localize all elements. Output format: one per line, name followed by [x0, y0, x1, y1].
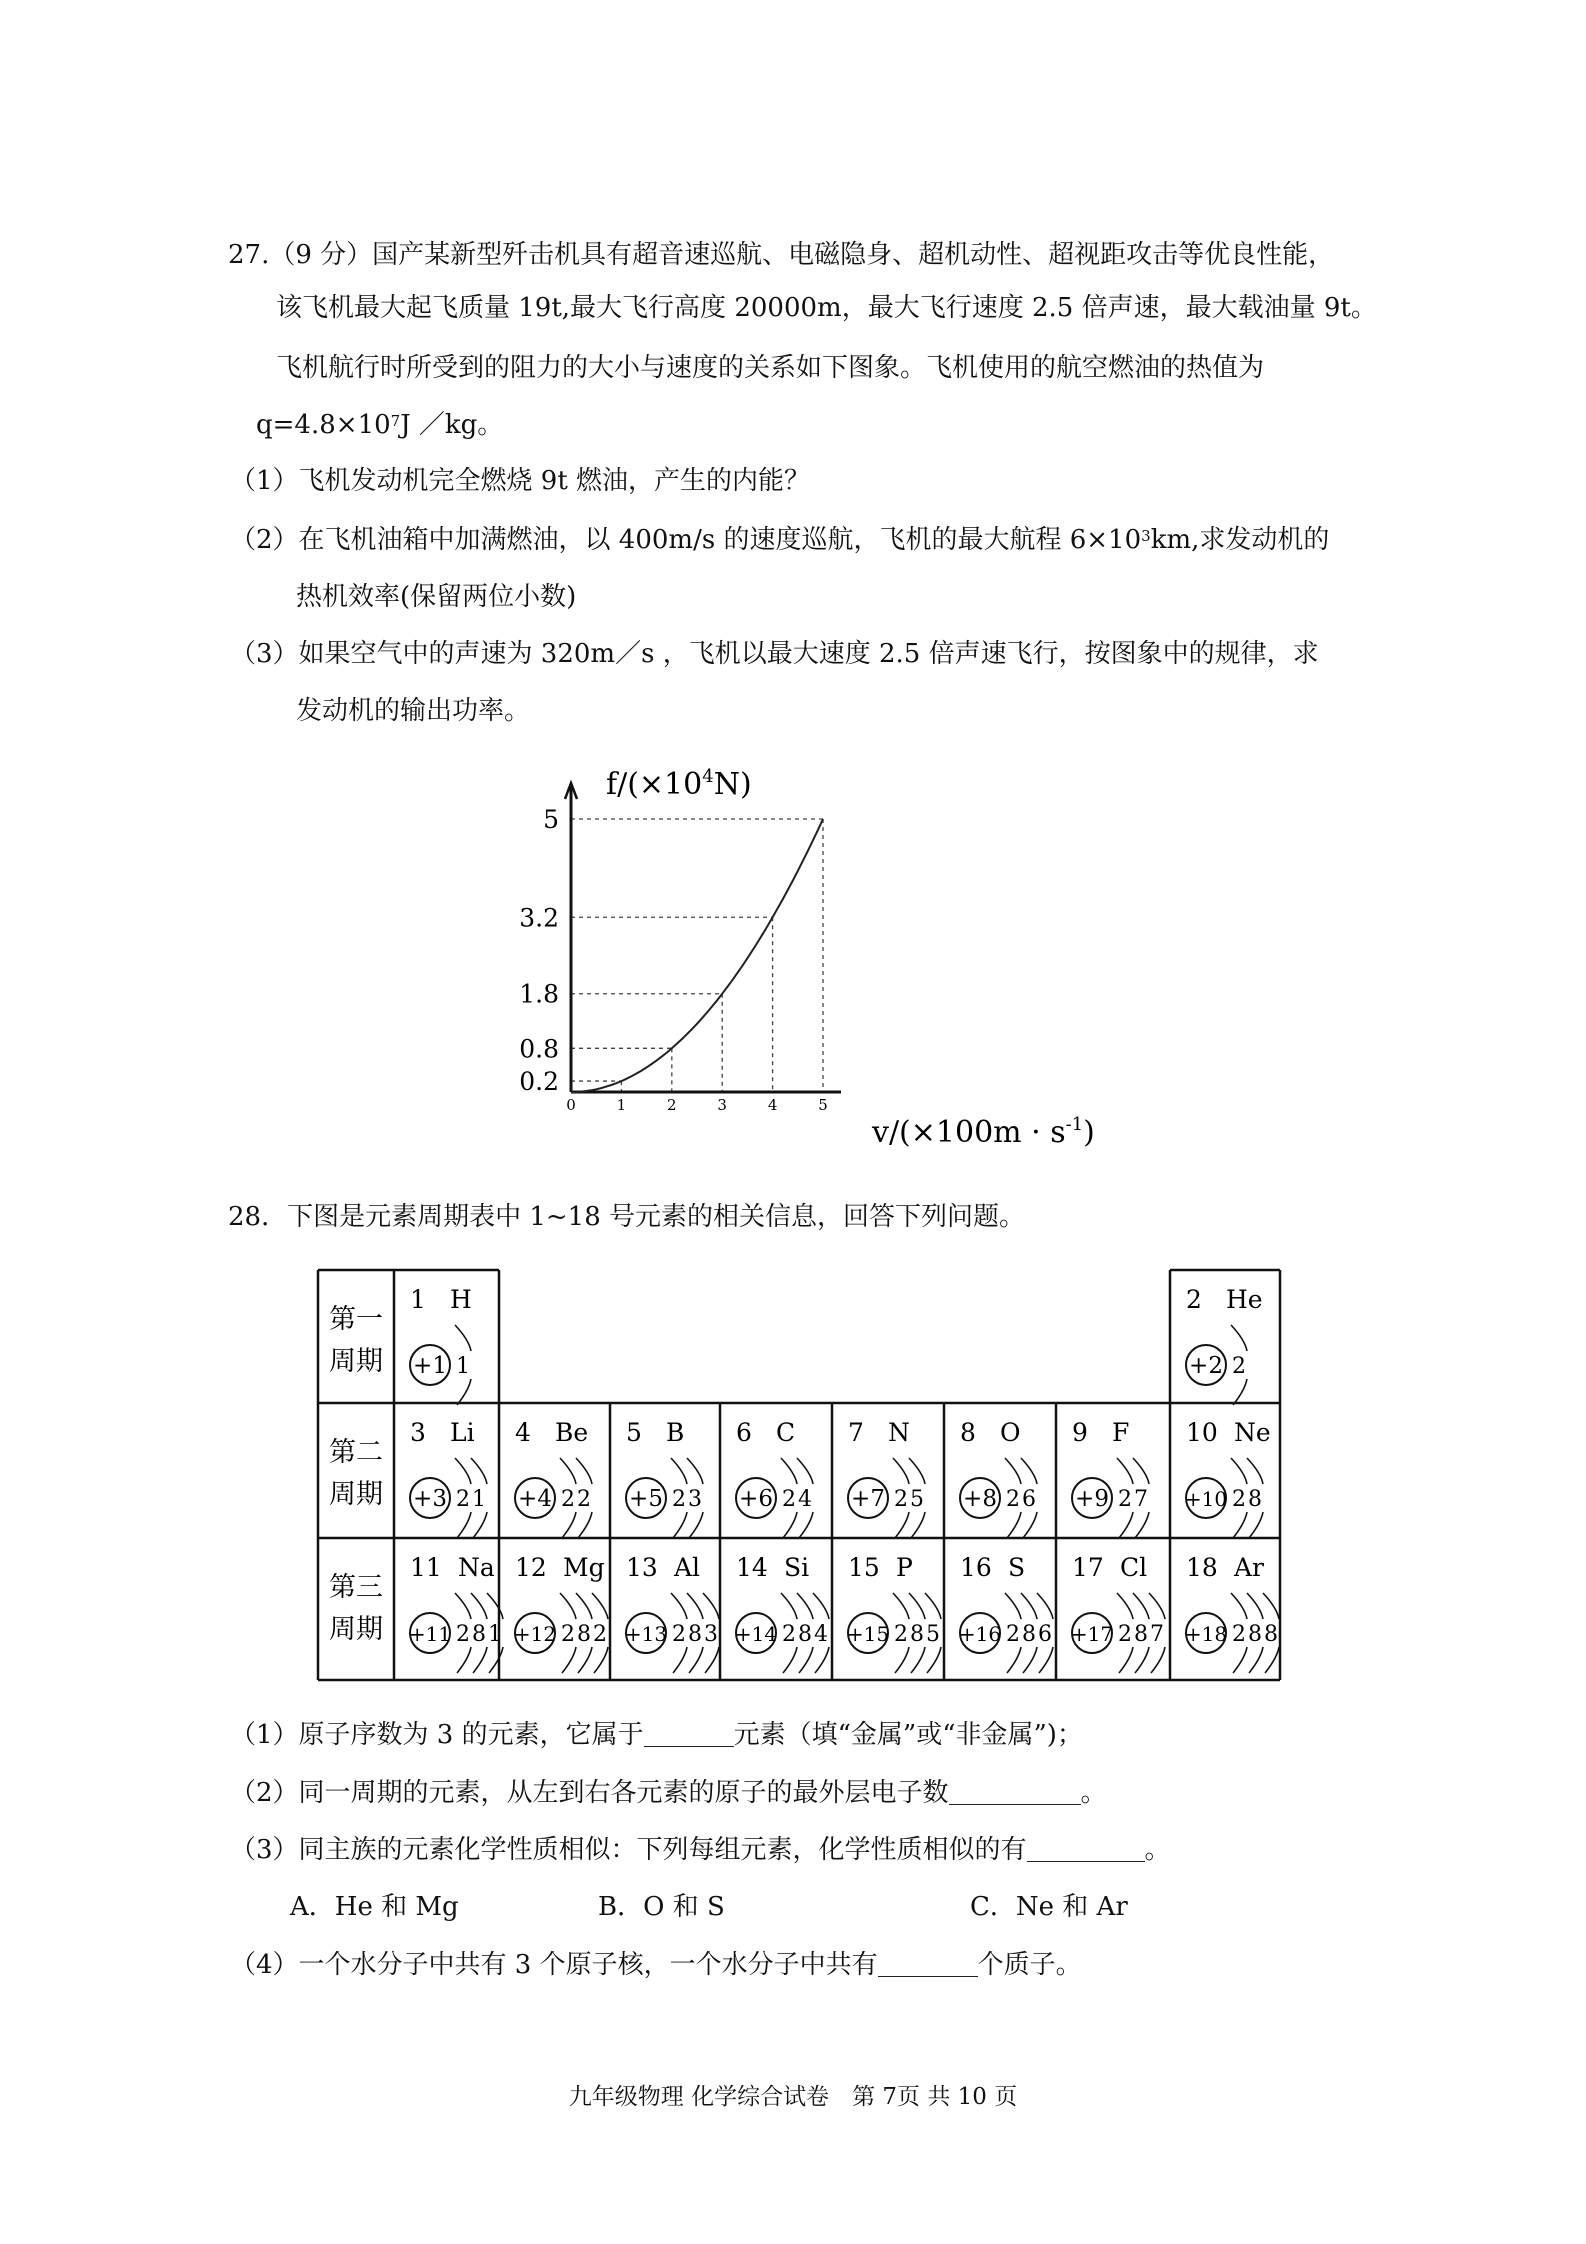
nucleus-charge: +17: [1070, 1622, 1114, 1646]
shell-arc-top: [471, 1458, 487, 1484]
shell-electrons: 4: [814, 1622, 828, 1647]
q27-header: 27.（9 分）国产某新型歼击机具有超音速巡航、电磁隐身、超机动性、超视距攻击等优良性能，: [228, 240, 1335, 270]
shell-electrons: 2: [894, 1622, 908, 1647]
shell-electrons: 2: [782, 1487, 796, 1512]
shell-arc-top: [576, 1458, 592, 1484]
period-label-2: 第二: [329, 1437, 383, 1468]
period-label-2-b: 周期: [329, 1479, 383, 1510]
shell-arc-bottom: [911, 1512, 925, 1538]
shell-arc-top: [1021, 1593, 1037, 1619]
element-number: 3: [410, 1418, 426, 1447]
shell-arc-top: [1117, 1458, 1133, 1484]
shell-arc-top: [1037, 1593, 1053, 1619]
element-number: 7: [848, 1418, 864, 1447]
element-number: 11: [410, 1553, 442, 1582]
shell-arc-top: [909, 1458, 925, 1484]
shell-electrons: 2: [1118, 1622, 1132, 1647]
shell-arc-bottom: [562, 1647, 576, 1673]
option-b: B．O 和 S: [598, 1892, 725, 1922]
shell-electrons: 8: [472, 1622, 486, 1647]
element-number: 4: [515, 1418, 531, 1447]
shell-electrons: 7: [1150, 1622, 1164, 1647]
x-tick-5: 5: [818, 1096, 828, 1114]
shell-electrons: 1: [488, 1622, 502, 1647]
element-symbol: P: [896, 1553, 913, 1582]
shell-electrons: 6: [1022, 1487, 1036, 1512]
shell-arc-bottom: [1135, 1512, 1149, 1538]
shell-arc-top: [1005, 1593, 1021, 1619]
q3-tail: 。: [1144, 1835, 1171, 1865]
shell-electrons: 1: [456, 1354, 470, 1379]
period-label-1: 第一: [329, 1304, 383, 1335]
element-cell-p: [847, 1553, 941, 1673]
shell-electrons: 2: [1006, 1487, 1020, 1512]
nucleus-charge: +8: [963, 1486, 997, 1512]
shell-arc-top: [471, 1593, 487, 1619]
element-cell-n: [848, 1418, 925, 1538]
nucleus-charge: +11: [408, 1622, 452, 1646]
element-cell-al: [625, 1553, 719, 1673]
shell-arc-bottom: [1119, 1512, 1133, 1538]
element-cell-be: [515, 1418, 592, 1538]
element-symbol: Li: [450, 1418, 475, 1447]
option-a: A．He 和 Mg: [290, 1892, 459, 1922]
y-tick-5: 5: [543, 805, 559, 834]
q28-q1: [230, 1718, 1083, 1752]
q28-q2: [230, 1776, 1107, 1810]
element-cell-li: [410, 1418, 487, 1538]
shell-electrons: 7: [1134, 1487, 1148, 1512]
element-cell-cl: [1071, 1553, 1165, 1673]
x-tick-3: 3: [717, 1096, 727, 1114]
shell-arc-bottom: [562, 1512, 576, 1538]
shell-electrons: 2: [456, 1622, 470, 1647]
option-c: C．Ne 和 Ar: [970, 1892, 1128, 1922]
shell-arc-bottom: [783, 1512, 797, 1538]
chart-ylabel: $f/(\times 10^4N)$: [606, 766, 752, 802]
q4-tail: 个质子。: [977, 1950, 1082, 1980]
q27-sub2-exp: 3: [1141, 527, 1151, 545]
shell-arc-bottom: [815, 1647, 829, 1673]
q27-heat-exp: 7: [390, 412, 401, 430]
period-label-1-b: 周期: [329, 1346, 383, 1377]
shell-electrons: 5: [926, 1622, 940, 1647]
shell-electrons: 6: [1038, 1622, 1052, 1647]
nucleus-charge: +1: [413, 1353, 447, 1379]
nucleus-charge: +2: [1189, 1353, 1223, 1379]
period-label-3: 第三: [329, 1572, 383, 1603]
shell-arc-top: [576, 1593, 592, 1619]
element-symbol: B: [666, 1418, 685, 1447]
shell-arc-bottom: [783, 1647, 797, 1673]
q3-answer-blank[interactable]: [1027, 1835, 1145, 1862]
element-symbol: Ar: [1234, 1553, 1265, 1582]
element-symbol: Si: [784, 1553, 810, 1582]
nucleus-charge: +6: [739, 1486, 773, 1512]
shell-electrons: 8: [910, 1622, 924, 1647]
shell-electrons: 8: [577, 1622, 591, 1647]
shell-arc-bottom: [1249, 1647, 1263, 1673]
nucleus-charge: +7: [851, 1486, 885, 1512]
shell-arc-bottom: [1233, 1512, 1247, 1538]
shell-arc-top: [813, 1593, 829, 1619]
q27-sub2-text: （2）在飞机油箱中加满燃油，以 400m/s 的速度巡航，飞机的最大航程 6×10: [230, 525, 1142, 555]
element-cell-na: [409, 1553, 503, 1673]
q1-tail: 元素（填“金属”或“非金属”)；: [733, 1720, 1083, 1750]
nucleus-charge: +10: [1184, 1487, 1228, 1511]
shell-electrons: 2: [577, 1487, 591, 1512]
element-cell-s: [959, 1553, 1053, 1673]
element-cell-si: [735, 1553, 829, 1673]
element-symbol: N: [888, 1418, 910, 1447]
shell-arc-top: [1231, 1458, 1247, 1484]
shell-arc-bottom: [473, 1647, 487, 1673]
shell-arc-bottom: [578, 1512, 592, 1538]
shell-electrons: 5: [910, 1487, 924, 1512]
element-number: 16: [960, 1553, 992, 1582]
shell-arc-top: [687, 1458, 703, 1484]
q4-answer-blank[interactable]: [878, 1950, 978, 1977]
element-number: 5: [626, 1418, 642, 1447]
x-tick-1: 1: [616, 1096, 627, 1114]
q1-text: （1）原子序数为 3 的元素，它属于: [230, 1720, 644, 1750]
shell-arc-top: [687, 1593, 703, 1619]
shell-electrons: 8: [1134, 1622, 1148, 1647]
shell-arc-bottom: [1233, 1379, 1247, 1405]
q2-tail: 。: [1080, 1778, 1107, 1808]
shell-arc-bottom: [457, 1512, 471, 1538]
y-tick-0.8: 0.8: [519, 1034, 559, 1064]
nucleus-charge: +9: [1075, 1486, 1109, 1512]
element-symbol: S: [1008, 1553, 1026, 1582]
shell-arc-top: [671, 1593, 687, 1619]
shell-arc-top: [893, 1593, 909, 1619]
shell-electrons: 8: [1264, 1622, 1278, 1647]
shell-arc-top: [1247, 1458, 1263, 1484]
shell-electrons: 2: [1232, 1354, 1246, 1379]
element-cell-mg: [514, 1553, 608, 1673]
q27-sub3b: 发动机的输出功率。: [296, 696, 531, 726]
shell-arc-top: [487, 1593, 503, 1619]
shell-arc-bottom: [1265, 1647, 1279, 1673]
shell-electrons: 2: [672, 1487, 686, 1512]
nucleus-charge: +12: [513, 1622, 557, 1646]
shell-arc-bottom: [1135, 1647, 1149, 1673]
shell-electrons: 2: [894, 1487, 908, 1512]
element-cell-o: [960, 1418, 1037, 1538]
element-number: 15: [848, 1553, 880, 1582]
shell-arc-top: [1247, 1593, 1263, 1619]
shell-electrons: 8: [1248, 1622, 1262, 1647]
shell-arc-bottom: [799, 1647, 813, 1673]
shell-electrons: 2: [593, 1622, 607, 1647]
shell-arc-top: [592, 1593, 608, 1619]
q27-heat-value: q=4.8×10: [256, 410, 391, 440]
nucleus-charge: +15: [846, 1622, 890, 1646]
q28-q3: [230, 1833, 1171, 1867]
element-number: 12: [515, 1553, 547, 1582]
element-symbol: H: [450, 1285, 472, 1314]
shell-arc-bottom: [705, 1647, 719, 1673]
shell-arc-bottom: [1119, 1647, 1133, 1673]
element-number: 1: [410, 1285, 426, 1314]
shell-arc-top: [781, 1458, 797, 1484]
shell-arc-bottom: [689, 1512, 703, 1538]
q27-heat-unit: J ／kg。: [400, 410, 504, 440]
element-number: 18: [1186, 1553, 1218, 1582]
element-symbol: Al: [674, 1553, 701, 1582]
element-symbol: F: [1112, 1418, 1130, 1447]
element-cell-h: [410, 1285, 472, 1405]
shell-electrons: 8: [1022, 1622, 1036, 1647]
shell-electrons: 2: [1232, 1487, 1246, 1512]
nucleus-charge: +5: [629, 1486, 663, 1512]
shell-electrons: 2: [456, 1487, 470, 1512]
element-cell-ne: [1185, 1418, 1271, 1538]
nucleus-charge: +14: [734, 1622, 778, 1646]
nucleus-charge: +4: [518, 1486, 552, 1512]
element-number: 14: [736, 1553, 768, 1582]
element-number: 17: [1072, 1553, 1104, 1582]
element-number: 10: [1186, 1418, 1218, 1447]
q27-sub3a: （3）如果空气中的声速为 320m／s ，飞机以最大速度 2.5 倍声速飞行，按图象中的规律，求: [230, 639, 1319, 669]
element-symbol: C: [776, 1418, 796, 1447]
x-tick-0: 0: [566, 1096, 576, 1114]
shell-arc-bottom: [1007, 1512, 1021, 1538]
element-number: 13: [626, 1553, 658, 1582]
shell-arc-top: [671, 1458, 687, 1484]
element-number: 2: [1186, 1285, 1202, 1314]
q27-line2: 该飞机最大起飞质量 19t,最大飞行高度 20000m，最大飞行速度 2.5 倍声速，最大载油量 9t。: [276, 293, 1377, 323]
shell-electrons: 2: [1118, 1487, 1132, 1512]
shell-arc-bottom: [1151, 1647, 1165, 1673]
shell-arc-bottom: [1007, 1647, 1021, 1673]
element-symbol: Na: [458, 1553, 495, 1582]
nucleus-charge: +18: [1184, 1622, 1228, 1646]
shell-arc-bottom: [927, 1647, 941, 1673]
x-tick-2: 2: [667, 1096, 677, 1114]
q2-text: （2）同一周期的元素，从左到右各元素的原子的最外层电子数: [230, 1778, 949, 1808]
q27-sub1: （1）飞机发动机完全燃烧 9t 燃油，产生的内能？: [230, 466, 811, 496]
y-tick-0.2: 0.2: [519, 1067, 559, 1097]
shell-arc-top: [1021, 1458, 1037, 1484]
shell-arc-top: [1117, 1593, 1133, 1619]
shell-arc-top: [1231, 1325, 1247, 1351]
element-symbol: He: [1226, 1285, 1263, 1314]
shell-electrons: 2: [1232, 1622, 1246, 1647]
shell-arc-top: [703, 1593, 719, 1619]
shell-electrons: 3: [704, 1622, 718, 1647]
q28-q4: [230, 1948, 1082, 1982]
period-label-3-b: 周期: [329, 1614, 383, 1645]
shell-arc-top: [560, 1458, 576, 1484]
shell-arc-bottom: [1039, 1647, 1053, 1673]
element-number: 9: [1072, 1418, 1088, 1447]
shell-arc-top: [781, 1593, 797, 1619]
q27-sub2-tail: km,求发动机的: [1150, 525, 1330, 555]
nucleus-charge: +16: [958, 1622, 1002, 1646]
page-footer: 九年级物理 化学综合试卷 第 7页 共 10 页: [568, 2084, 1018, 2110]
chart-xlabel: $v/(\times 100m \cdot s^{-1})$: [872, 1114, 1095, 1150]
shell-arc-bottom: [578, 1647, 592, 1673]
shell-arc-top: [455, 1325, 471, 1351]
shell-arc-bottom: [895, 1647, 909, 1673]
shell-arc-bottom: [1023, 1512, 1037, 1538]
shell-electrons: 2: [561, 1622, 575, 1647]
shell-arc-top: [925, 1593, 941, 1619]
element-cell-b: [626, 1418, 703, 1538]
element-cell-c: [736, 1418, 813, 1538]
element-cell-he: [1186, 1285, 1263, 1405]
element-cell-ar: [1185, 1553, 1279, 1673]
x-tick-4: 4: [767, 1096, 778, 1114]
shell-electrons: 2: [1006, 1622, 1020, 1647]
shell-arc-top: [1149, 1593, 1165, 1619]
shell-arc-bottom: [457, 1379, 471, 1405]
shell-arc-bottom: [594, 1647, 608, 1673]
shell-arc-top: [893, 1458, 909, 1484]
q27-sub2b: 热机效率(保留两位小数): [296, 582, 577, 612]
shell-electrons: 2: [672, 1622, 686, 1647]
shell-arc-top: [797, 1593, 813, 1619]
q27-line3: 飞机航行时所受到的阻力的大小与速度的关系如下图象。飞机使用的航空燃油的热值为: [276, 353, 1265, 383]
element-number: 8: [960, 1418, 976, 1447]
element-number: 6: [736, 1418, 752, 1447]
shell-electrons: 8: [798, 1622, 812, 1647]
nucleus-charge: +3: [413, 1486, 447, 1512]
shell-arc-bottom: [799, 1512, 813, 1538]
shell-arc-top: [455, 1593, 471, 1619]
table-grid: [318, 1270, 1280, 1680]
shell-arc-bottom: [473, 1512, 487, 1538]
shell-electrons: 8: [688, 1622, 702, 1647]
y-tick-3.2: 3.2: [519, 903, 559, 933]
shell-arc-bottom: [1023, 1647, 1037, 1673]
shell-arc-bottom: [673, 1512, 687, 1538]
element-symbol: O: [1000, 1418, 1021, 1447]
shell-electrons: 2: [561, 1487, 575, 1512]
y-tick-1.8: 1.8: [519, 979, 559, 1009]
shell-arc-bottom: [911, 1647, 925, 1673]
shell-arc-top: [909, 1593, 925, 1619]
shell-arc-bottom: [1233, 1647, 1247, 1673]
q3-text: （3）同主族的元素化学性质相似：下列每组元素，化学性质相似的有: [230, 1835, 1027, 1865]
shell-arc-bottom: [489, 1647, 503, 1673]
q1-answer-blank[interactable]: [644, 1720, 734, 1747]
q2-answer-blank[interactable]: [949, 1778, 1081, 1805]
element-symbol: Mg: [563, 1553, 605, 1582]
shell-arc-top: [797, 1458, 813, 1484]
q28-header: 28．下图是元素周期表中 1~18 号元素的相关信息，回答下列问题。: [228, 1202, 1026, 1232]
shell-electrons: 3: [688, 1487, 702, 1512]
shell-arc-top: [1231, 1593, 1247, 1619]
shell-arc-top: [1133, 1593, 1149, 1619]
element-symbol: Be: [555, 1418, 589, 1447]
shell-electrons: 1: [472, 1487, 486, 1512]
shell-arc-top: [1263, 1593, 1279, 1619]
shell-arc-bottom: [1249, 1512, 1263, 1538]
shell-electrons: 4: [798, 1487, 812, 1512]
shell-arc-top: [1133, 1458, 1149, 1484]
shell-arc-bottom: [689, 1647, 703, 1673]
nucleus-charge: +13: [624, 1622, 668, 1646]
shell-arc-top: [455, 1458, 471, 1484]
q4-text: （4）一个水分子中共有 3 个原子核，一个水分子中共有: [230, 1950, 878, 1980]
shell-electrons: 8: [1248, 1487, 1262, 1512]
element-cell-f: [1072, 1418, 1149, 1538]
shell-arc-bottom: [673, 1647, 687, 1673]
element-symbol: Ne: [1234, 1418, 1271, 1447]
element-symbol: Cl: [1120, 1553, 1148, 1582]
shell-arc-bottom: [895, 1512, 909, 1538]
shell-arc-top: [1005, 1458, 1021, 1484]
shell-arc-top: [560, 1593, 576, 1619]
shell-arc-bottom: [457, 1647, 471, 1673]
shell-electrons: 2: [782, 1622, 796, 1647]
